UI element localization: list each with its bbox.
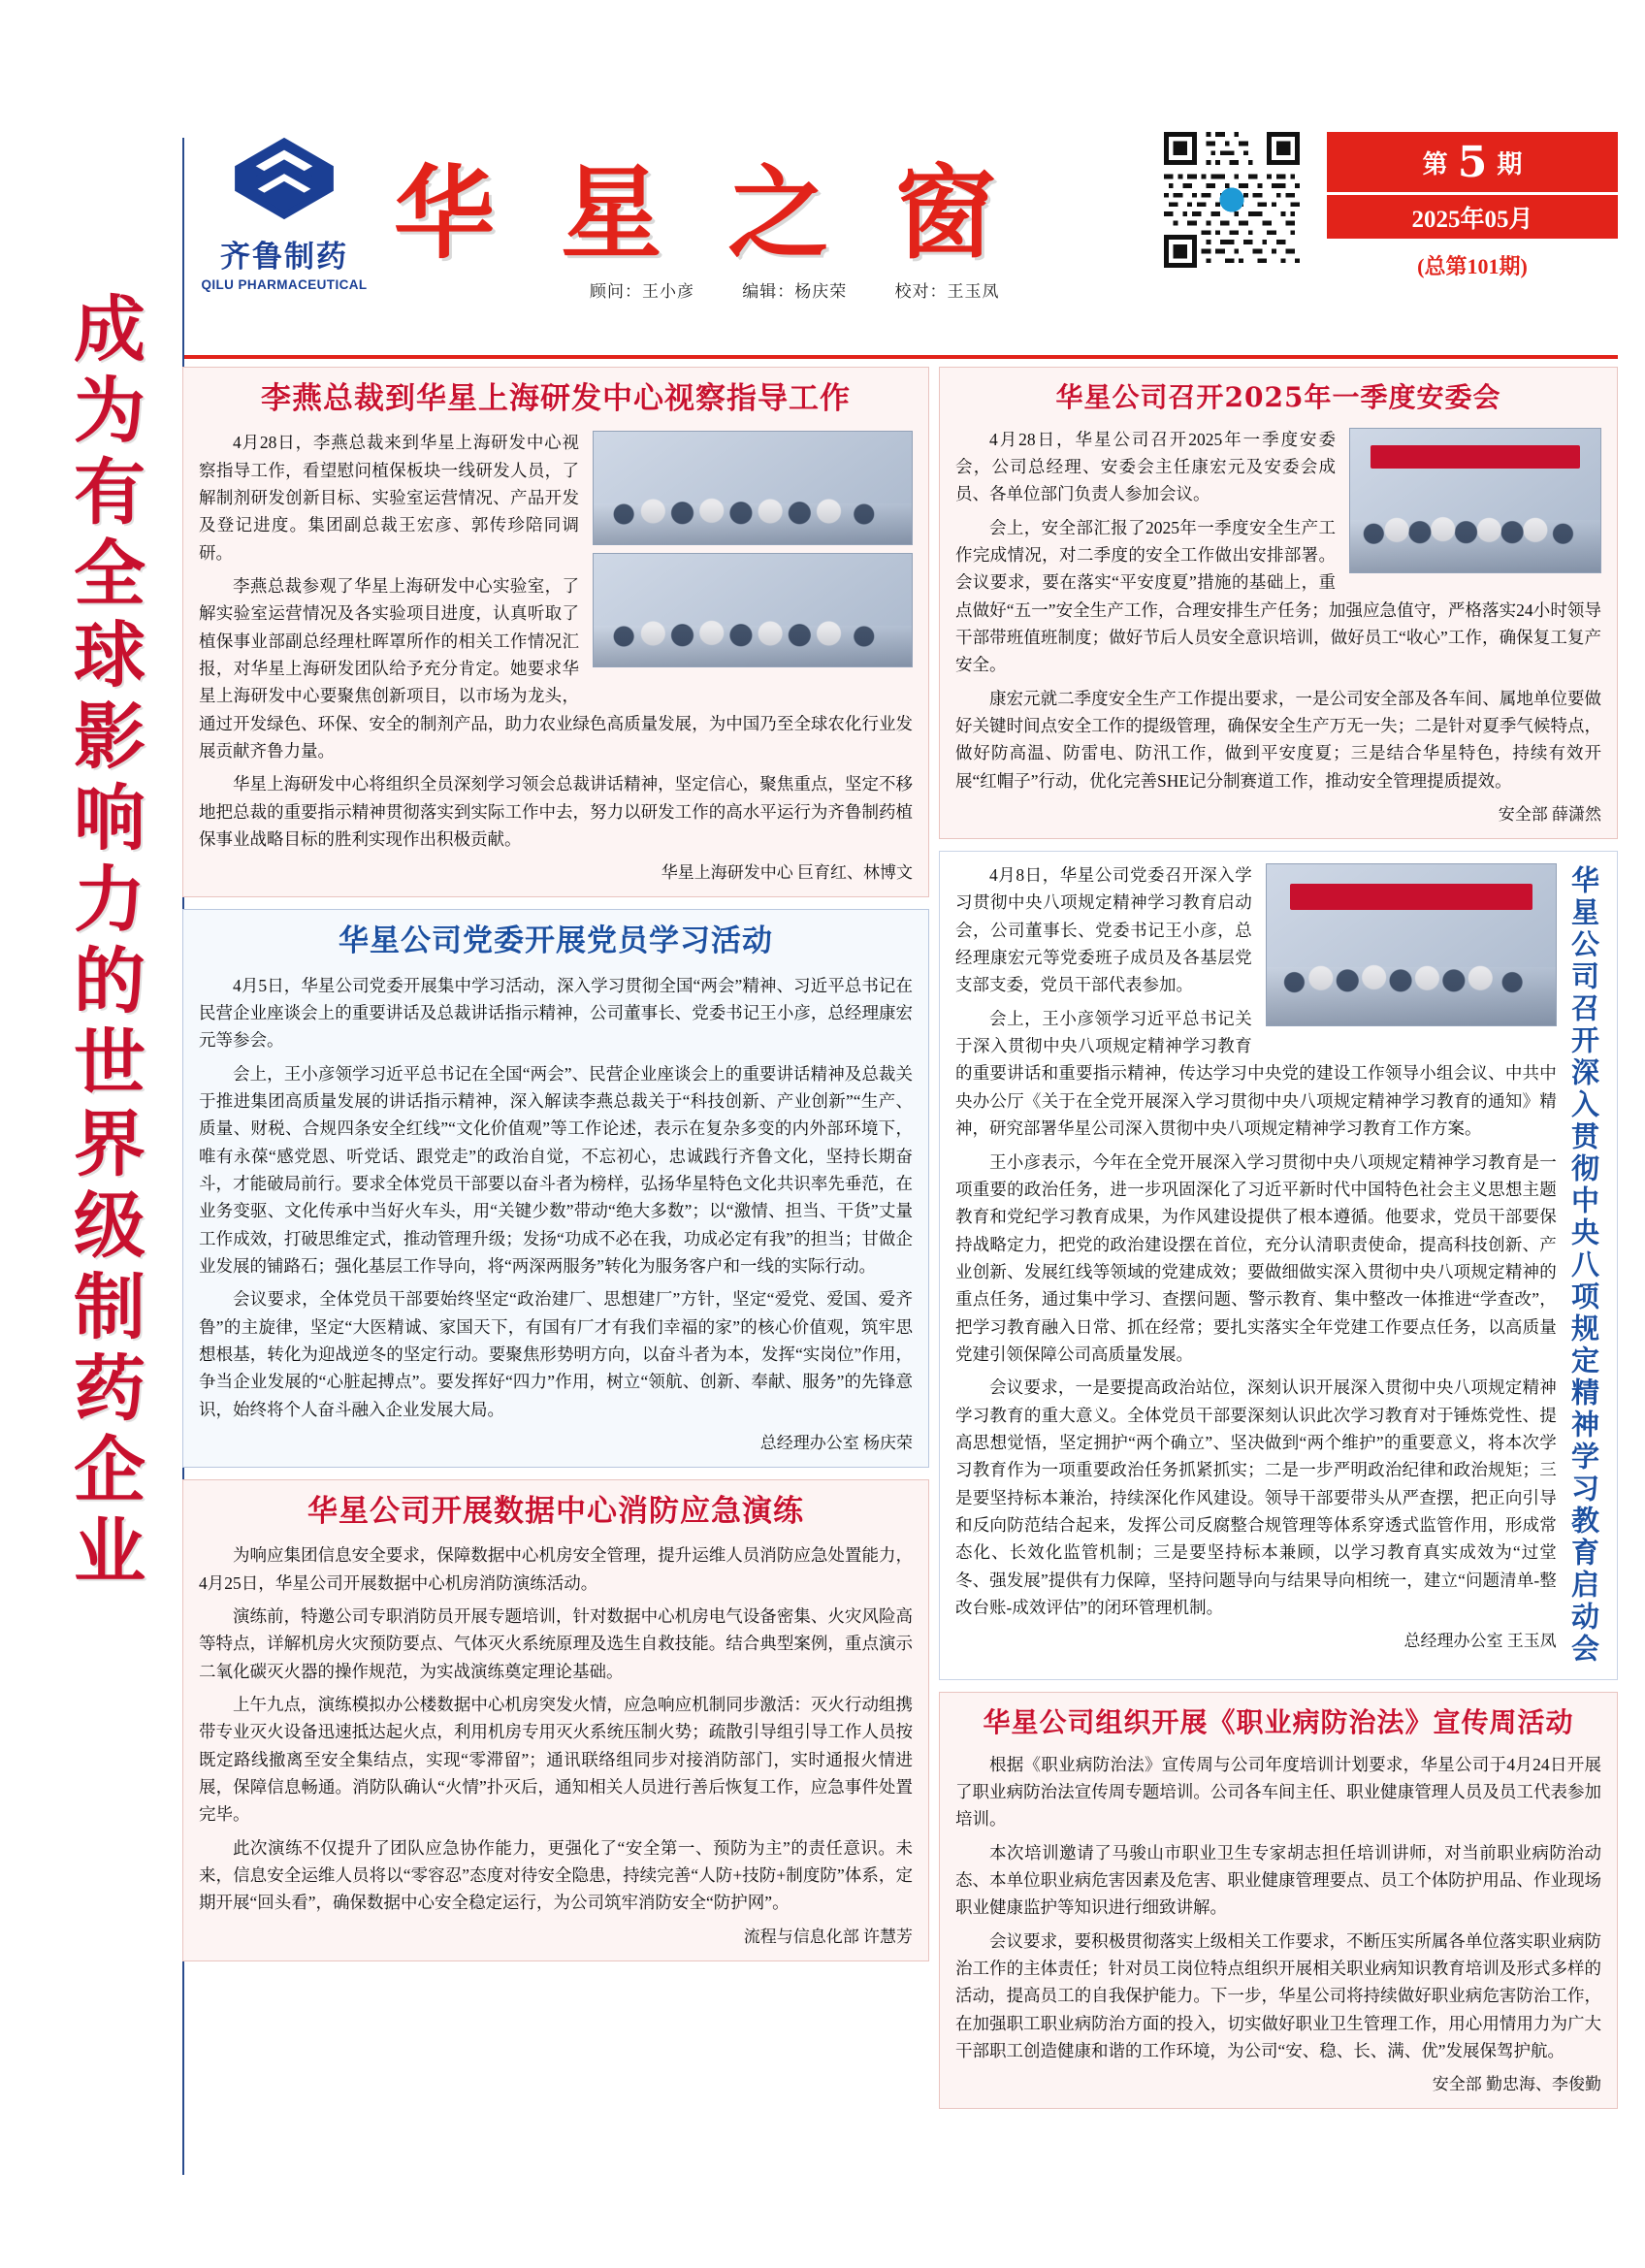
article-photo-group [1266, 863, 1557, 1034]
issue-number: 5 [1457, 137, 1488, 187]
newspaper-title: 华 星 之 窗 [394, 153, 1012, 273]
article-byline: 华星上海研发中心 巨育红、林博文 [661, 863, 913, 883]
article-body [955, 426, 1601, 794]
article-paragraph-2: 李燕总裁参观了华星上海研发中心实验室，了解实验室运营情况及各实验项目进度，认真听取了植保事业部副总经理杜晖罩所作的相关工作情况汇报，对华星上海研发团队给予充分肯定。她要求华星上海研发中心要聚焦创新项目，以市场为龙头，通过开发绿色、环保、安全的制剂产品，助力农业绿色高质量发展，为中国乃至全球农化行业发展贡献齐鲁力量。 [199, 575, 913, 761]
article-li-yan-visit [182, 367, 929, 897]
photo-launch-meeting [1266, 863, 1557, 1026]
issue-total: (总第101期) [1417, 254, 1528, 278]
article-paragraph-2: 会上，王小彦领学习近平总书记在全国“两会”、民营企业座谈会上的重要讲话精神及总裁关于推进集团高质量发展的讲话指示精神，深入解读李燕总裁关于“科技创新、产业创新”“生产、质量、财税、合规四条安全红线”“文化价值观”等工作论述，表示在复杂多变的内外部环境下，唯有永葆“感党恩、听党话、跟党走”的政治自觉，不忘初心，忠诚践行齐鲁文化，坚持长期奋斗，才能破局前行。要求全体党员干部要以奋斗者为榜样，弘扬华星特色文化共识率先垂范，在业务变驱、文化传承中当好火车头，用“关键少数”带动“绝大多数”；以“激情、担当、干货”丈量工作成效，打破思维定式，推动管理升级；发扬“功成不必在我，功成必定有我”的担当；甘做企业发展的铺路石；强化基层工作导向，将“两深两服务”转化为服务客户和一线的实际行动。 [199, 1063, 913, 1276]
right-column [939, 367, 1618, 2121]
article-paragraph-4: 会议要求，一是要提高政治站位，深刻认识开展深入贯彻中央八项规定精神学习教育的重大意义。全体党员干部要深刻认识此次学习教育对于锤炼党性、提高思想觉悟，坚定拥护“两个确立”、坚决做到“两个维护”的重要意义，将本次学习教育作为一项重要政治任务抓紧抓实；二是一步严明政治纪律和政治规矩；三是要坚持标本兼治，持续深化作风建设。领导干部要带头从严查摆，把正向引导和反向防范结合起来，发挥公司反腐整合规管理等体系穿透式监管作用，形成常态化、长效化监管机制；三是要坚持标本兼顾，以学习教育真实成效为“过堂冬、强发展”提供有力保障，坚持问题导向与结果导向相统一，建立“问题清单-整改台账-成效评估”的闭环管理机制。 [955, 1377, 1557, 1617]
advisor-label: 顾问：王小彦 [590, 282, 694, 301]
article-headline: 华星公司党委开展党员学习活动 [339, 923, 773, 959]
article-central-eight-rules [939, 851, 1618, 1680]
article-occupational-disease-week [939, 1692, 1618, 2109]
issue-unit: 期 [1497, 149, 1523, 179]
left-slogan-band [0, 0, 173, 2268]
proofreader-label: 校对：王玉凤 [894, 282, 1000, 301]
article-photo-group [593, 431, 913, 675]
article-paragraph-2: 会上，王小彦领学习近平总书记关于深入贯彻中央八项规定精神学习教育的重要讲话和重要指示精神，传达学习中央党的建设工作领导小组会议、中共中央办公厅《关于在全党开展深入学习贯彻中央八项规定精神学习教育的通知》精神，研究部署华星公司深入贯彻中央八项规定精神学习教育工作方案。 [955, 1008, 1557, 1139]
logo-english-name: QILU PHARMACEUTICAL [201, 277, 368, 292]
editor-label: 编辑：杨庆荣 [742, 282, 848, 301]
article-paragraph-2: 本次培训邀请了马骏山市职业卫生专家胡志担任培训讲师，对当前职业病防治动态、本单位职业病危害因素及危害、职业健康管理要点、员工个体防护用品、作业现场职业健康监护等知识进行细致讲解。 [955, 1842, 1601, 1918]
article-photo-group [1349, 428, 1601, 581]
article-paragraph-1: 4月28日，李燕总裁来到华星上海研发中心视察指导工作，看望慰问植保板块一线研发人员，了解制剂研发创新目标、实验室运营情况、产品开发及登记进度。集团副总裁王宏彦、郭传珍陪同调研。 [199, 433, 579, 563]
article-paragraph-2: 演练前，特邀公司专职消防员开展专题培训，针对数据中心机房电气设备密集、火灾风险高等特点，详解机房火灾预防要点、气体灭火系统原理及选生自救技能。结合典型案例，重点演示二氧化碳灭火器的操作规范，为实战演练奠定理论基础。 [199, 1605, 913, 1681]
article-byline: 安全部 勤忠海、李俊勤 [1432, 2075, 1601, 2094]
article-safety-meeting [939, 367, 1618, 839]
article-paragraph-3: 会议要求，要积极贯彻落实上级相关工作要求，不断压实所属各单位落实职业病防治工作的主体责任；针对员工岗位特点组织开展相关职业病知识教育培训及形式多样的活动，提高员工的自我保护能力。下一步，华星公司将持续做好职业病危害防治工作，在加强职工职业病防治方面的投入，切实做好职业卫生管理工作，用心用情用力为广大干部职工创造健康和谐的工作环境，为公司“安、稳、长、满、优”发展保驾护航。 [955, 1930, 1601, 2061]
article-paragraph-1: 4月8日，华星公司党委召开深入学习贯彻中央八项规定精神学习教育启动会，公司董事长、党委书记王小彦，总经理康宏元等党委班子成员及各基层党支部支委，党员干部代表参加。 [955, 865, 1252, 995]
article-paragraph-1: 4月28日，华星公司召开2025年一季度安委会，公司总经理、安委会主任康宏元及安委会成员、各单位部门负责人参加会议。 [955, 429, 1336, 504]
article-paragraph-4: 此次演练不仅提升了团队应急协作能力，更强化了“安全第一、预防为主”的责任意识。未来，信息安全运维人员将以“零容忍”态度对待安全隐患，持续完善“人防+技防+制度防”体系，定期开展“回头看”，确保数据中心安全稳定运行，为公司筑牢消防安全“防护网”。 [199, 1837, 913, 1913]
article-body [199, 429, 913, 853]
article-byline: 总经理办公室 王玉凤 [1403, 1632, 1557, 1651]
photo-lab-visit-1 [593, 431, 913, 545]
photo-lab-visit-2 [593, 553, 913, 667]
company-slogan: 成为有全球影响力的世界级制药企业 [62, 291, 145, 1595]
article-headline: 华星公司组织开展《职业病防治法》宣传周活动 [983, 1706, 1574, 1739]
article-body [199, 1541, 913, 1916]
issue-date: 2025年05月 [1327, 192, 1618, 239]
article-byline: 安全部 薛潇然 [1498, 805, 1601, 825]
left-column [182, 367, 929, 1973]
article-body [955, 861, 1557, 1666]
article-paragraph-1: 4月5日，华星公司党委开展集中学习活动，深入学习贯彻全国“两会”精神、习近平总书记在民营企业座谈会上的重要讲话及总裁讲话指示精神，公司董事长、党委书记王小彦，总经理康宏元等参会。 [199, 975, 913, 1051]
article-fire-drill [182, 1479, 929, 1961]
article-byline: 总经理办公室 杨庆荣 [759, 1434, 913, 1453]
newspaper-page [173, 0, 1645, 2268]
photo-safety-meeting [1349, 428, 1601, 573]
article-headline: 李燕总裁到华星上海研发中心视察指导工作 [261, 381, 851, 416]
logo-chinese-name: 齐鲁制药 [220, 240, 348, 275]
article-body [955, 1751, 1601, 2065]
issue-label: 第 [1422, 149, 1448, 179]
article-body [199, 972, 913, 1424]
article-headline-vertical: 华星公司召开深入贯彻中央八项规定精神学习教育启动会 [1567, 865, 1600, 1667]
article-byline: 流程与信息化部 许慧芳 [743, 1927, 913, 1946]
article-paragraph-1: 根据《职业病防治法》宣传周与公司年度培训计划要求，华星公司于4月24日开展了职业病防治法宣传周专题培训。公司各车间主任、职业健康管理人员及员工代表参加培训。 [955, 1754, 1601, 1830]
article-paragraph-3: 上午九点，演练模拟办公楼数据中心机房突发火情，应急响应机制同步激活：灭火行动组携带专业灭火设备迅速抵达起火点，利用机房专用灭火系统压制火势；疏散引导组引导工作人员按既定路线撤离至安全集结点，实现“零滞留”；通讯联络组同步对接消防部门，实时通报火情进展，保障信息畅通。消防队确认“火情”扑灭后，通知相关人员进行善后恢复工作，应急事件处置完毕。 [199, 1694, 913, 1825]
article-paragraph-2: 会上，安全部汇报了2025年一季度安全生产工作完成情况，对二季度的安全工作做出安排部署。会议要求，要在落实“平安度夏”措施的基础上，重点做好“五一”安全生产工作，合理安排生产任务；加强应急值守，严格落实24小时领导干部带班值班制度；做好节后人员安全意识培训，做好员工“收心”工作，确保复工复产安全。 [955, 517, 1601, 675]
article-paragraph-3: 华星上海研发中心将组织全员深刻学习领会总裁讲话精神，坚定信心，聚焦重点，坚定不移地把总裁的重要指示精神贯彻落实到实际工作中去，努力以研发工作的高水平运行为齐鲁制药植保事业战略目标的胜利实现作出积极贡献。 [199, 774, 913, 849]
article-party-study [182, 909, 929, 1468]
article-paragraph-3: 会议要求，全体党员干部要始终坚定“政治建厂、思想建厂”方针，坚定“爱党、爱国、爱齐鲁”的主旋律，坚定“大医精诚、家国天下，有国有厂才有我们幸福的家”的核心价值观，筑牢思想根基，转化为迎战逆冬的坚定行动。要聚焦形势明方向，以奋斗者为本，发挥“实岗位”作用，争当企业发展的“心脏起搏点”。要发挥好“四力”作用，树立“领航、创新、奉献、服务”的先锋意识，始终将个人奋斗融入企业发展大局。 [199, 1289, 913, 1419]
article-paragraph-3: 王小彦表示，今年在全党开展深入学习贯彻中央八项规定精神学习教育是一项重要的政治任务，进一步巩固深化了习近平新时代中国特色社会主义思想主题教育和党纪学习教育成果，为作风建设提供了根本遵循。他要求，党员干部要保持战略定力，把党的政治建设摆在首位，充分认清职责使命，提高科技创新、产业创新、发展红线等领域的党建成效；要做细做实深入贯彻中央八项规定精神的重点任务，通过集中学习、查摆问题、警示教育、集中整改一体推进“学查改”，把学习教育融入日常、抓在经常；要扎实落实全年党建工作要点任务，以高质量党建引领保障公司高质量发展。 [955, 1151, 1557, 1364]
article-headline: 华星公司开展数据中心消防应急演练 [307, 1494, 804, 1530]
article-paragraph-3: 康宏元就二季度安全生产工作提出要求，一是公司安全部及各车间、属地单位要做好关键时间点安全工作的提级管理，确保安全生产万无一失；二是针对夏季气候特点，做好防高温、防雷电、防汛工作，做到平安度夏；三是结合华星特色，持续有效开展“红帽子”行动，优化完善SHE记分制赛道工作，推动安全管理提质提效。 [955, 688, 1601, 791]
article-paragraph-1: 为响应集团信息安全要求，保障数据中心机房安全管理，提升运维人员消防应急处置能力，4月25日，华星公司开展数据中心机房消防演练活动。 [199, 1545, 913, 1593]
article-headline: 华星公司召开2025年一季度安委会 [1055, 381, 1501, 413]
